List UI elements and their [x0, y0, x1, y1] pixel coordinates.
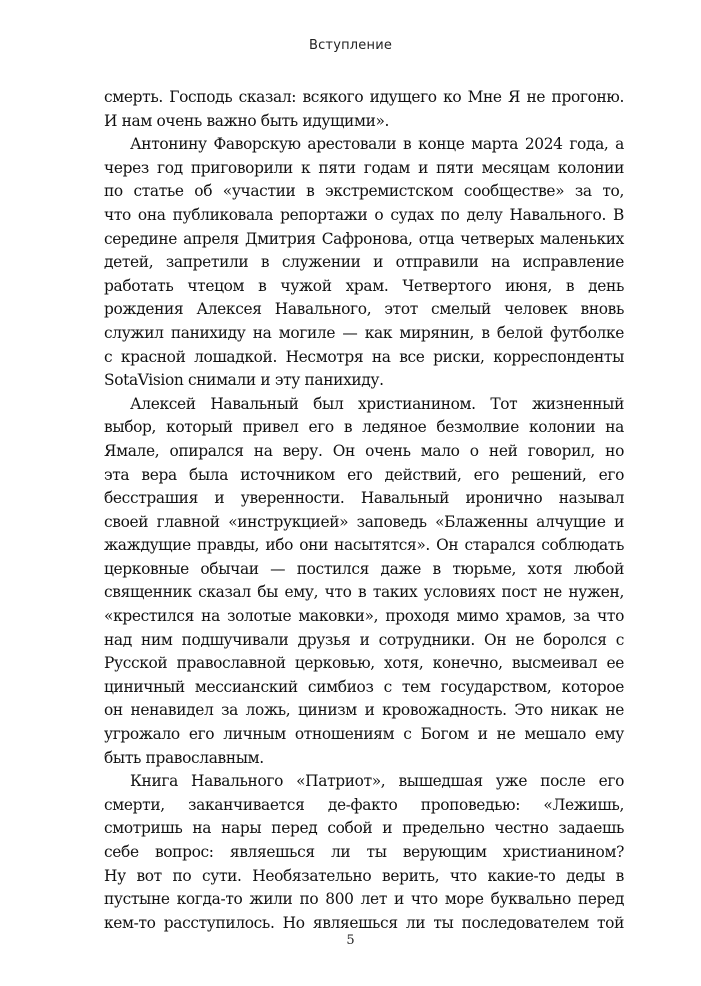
text-line: кем-то расступилось. Но являешься ли ты последователем той	[104, 913, 624, 932]
text-line: детей, запретили в служении и отправили на исправление	[104, 253, 624, 272]
text-line: Книга Навального «Патриот», вышедшая уже после его	[130, 772, 624, 791]
page-number: 5	[346, 933, 355, 948]
body-text	[104, 86, 624, 935]
text-line: угрожало его личным отношениям с Богом и не мешало ему	[104, 725, 624, 744]
text-line: пустыне когда-то жили по 800 лет и что море буквально перед	[104, 890, 624, 909]
text-line: священник сказал бы ему, что в таких условиях пост не нужен,	[104, 583, 624, 602]
text-line: SotaVision снимали и эту панихиду.	[104, 371, 384, 390]
text-line: Ямале, опирался на веру. Он очень мало о ней говорил, но	[104, 441, 624, 460]
text-line: Русской православной церковью, хотя, конечно, высмеивал ее	[104, 654, 624, 673]
text-line: работать чтецом в чужой храм. Четвертого июня, в день	[104, 276, 624, 295]
text-line: бесстрашия и уверенности. Навальный иронично называл	[104, 489, 624, 508]
text-line: середине апреля Дмитрия Сафронова, отца четверых маленьких	[104, 229, 624, 248]
text-line: через год приговорили к пяти годам и пяти месяцам колонии	[104, 158, 624, 177]
text-line: смерти, заканчивается де-факто проповедью: «Лежишь,	[104, 795, 624, 814]
text-line: над ним подшучивали друзья и сотрудники. Он не боролся с	[104, 630, 624, 649]
text-line: И нам очень важно быть идущими».	[104, 111, 390, 130]
text-line: выбор, который привел его в ледяное безмолвие колонии на	[104, 418, 624, 437]
text-line: себе вопрос: являешься ли ты верующим христианином?	[104, 843, 624, 861]
text-line: своей главной «инструкцией» заповедь «Блаженны алчущие и	[104, 512, 624, 531]
text-line: «крестился на золотые маковки», проходя мимо храмов, за что	[104, 607, 624, 626]
text-line: смотришь на нары перед собой и предельно честно задаешь	[104, 819, 624, 838]
text-line: церковные обычаи — постился даже в тюрьме, хотя любой	[104, 559, 624, 578]
text-line: служил панихиду на могиле — как мирянин, в белой футболке	[104, 323, 624, 342]
text-line: Алексей Навальный был христианином. Тот жизненный	[130, 394, 624, 413]
text-line: смерть. Господь сказал: всякого идущего ко Мне Я не прогоню.	[104, 88, 624, 106]
text-line: эта вера была источником его действий, его решений, его	[104, 465, 624, 484]
text-line: он ненавидел за ложь, цинизм и кровожадность. Это никак не	[104, 701, 624, 720]
text-line: Антонину Фаворскую арестовали в конце марта 2024 года, а	[130, 135, 624, 154]
running-head: Вступление	[308, 38, 393, 53]
text-line: что она публиковала репортажи о судах по делу Навального. В	[104, 205, 624, 224]
text-line: по статье об «участии в экстремистском сообществе» за то,	[104, 182, 624, 201]
text-line: циничный мессианский симбиоз с тем государством, которое	[104, 677, 624, 696]
text-line: жаждущие правды, ибо они насытятся». Он старался соблюдать	[104, 536, 624, 555]
text-line: быть православным.	[104, 748, 264, 767]
text-line: с красной лошадкой. Несмотря на все риски, корреспонденты	[104, 347, 624, 366]
text-line: рождения Алексея Навального, этот смелый человек вновь	[104, 300, 624, 319]
text-line: Ну вот по сути. Необязательно верить, что какие-то деды в	[104, 866, 624, 885]
